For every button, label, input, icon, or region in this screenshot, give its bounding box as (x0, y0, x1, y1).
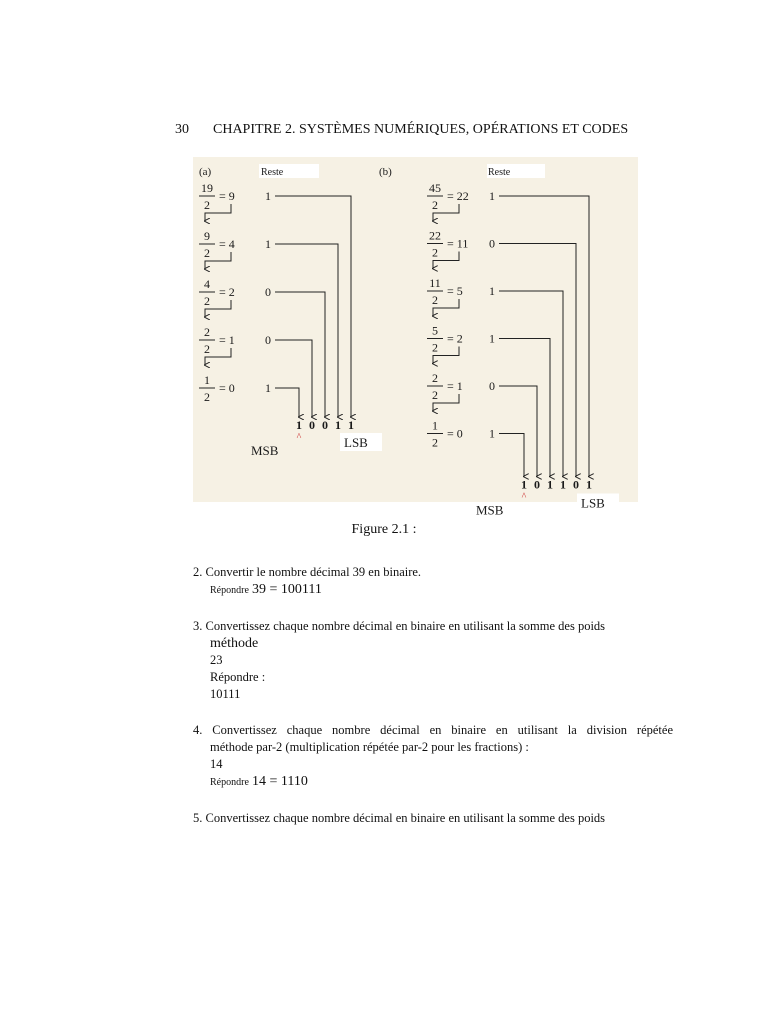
quotient: = 11 (447, 236, 469, 251)
fraction-denominator: 2 (204, 198, 210, 212)
remainder-arrow (275, 388, 299, 417)
question-2-answer: 39 = 100111 (252, 582, 322, 597)
question-3-answer-label: Répondre : (210, 670, 266, 684)
fraction-denominator: 2 (432, 293, 438, 307)
running-head (175, 122, 645, 138)
fraction-numerator: 4 (204, 277, 210, 291)
result-bit: 0 (534, 477, 540, 492)
fraction-numerator: 45 (429, 181, 441, 195)
msb-marker-icon: ^ (296, 432, 302, 443)
result-bit: 1 (335, 418, 341, 432)
result-bit: 1 (296, 418, 302, 432)
remainder: 1 (489, 284, 495, 298)
fraction-numerator: 9 (204, 229, 210, 243)
question-4-answer-label: Répondre (210, 777, 249, 788)
question-3-answer: 10111 (210, 687, 241, 701)
division-diagram (193, 157, 638, 518)
remainder-arrow (275, 244, 338, 417)
fraction-numerator: 11 (429, 276, 441, 290)
fraction-denominator: 2 (204, 390, 210, 404)
quotient: = 4 (219, 237, 235, 251)
quotient: = 1 (447, 379, 463, 393)
remainder: 0 (265, 285, 271, 299)
remainder: 1 (265, 237, 271, 251)
remainder-arrow (499, 434, 524, 477)
fraction-numerator: 1 (204, 373, 210, 387)
figure-caption: Figure 2.1 : (351, 522, 417, 537)
remainder: 1 (265, 189, 271, 203)
msb-label: MSB (476, 502, 504, 518)
question-3-number: 23 (210, 653, 223, 667)
fraction-numerator: 19 (201, 181, 213, 195)
result-bit: 1 (586, 477, 592, 492)
quotient: = 1 (219, 333, 235, 347)
fraction-denominator: 2 (432, 198, 438, 212)
question-3-statement: 3. Convertissez chaque nombre décimal en binaire en utilisant la somme des poids (193, 619, 606, 633)
fraction-denominator: 2 (204, 246, 210, 260)
fraction-numerator: 2 (432, 371, 438, 385)
remainder-arrow (499, 291, 563, 477)
msb-marker-icon: ^ (521, 491, 527, 503)
question-3-method: méthode (210, 636, 259, 651)
panel-a-reste-header: Reste (261, 167, 284, 178)
question-4-statement-line2: méthode par-2 (multiplication répétée par-2 pour les fractions) : (210, 740, 529, 754)
quotient: = 0 (219, 381, 235, 395)
quotient: = 2 (219, 285, 235, 299)
fraction-numerator: 22 (429, 228, 441, 243)
result-bit: 1 (560, 477, 566, 492)
panel-b-label: (b) (379, 166, 392, 178)
fraction-denominator: 2 (204, 294, 210, 308)
remainder-arrow (275, 292, 325, 417)
panel-b-reste-header: Reste (488, 167, 511, 178)
remainder-arrow (275, 196, 351, 417)
remainder-arrow (275, 340, 312, 417)
fraction-denominator: 2 (204, 342, 210, 356)
quotient: = 5 (447, 284, 463, 298)
panel-a-label: (a) (199, 166, 212, 178)
result-bit: 1 (521, 477, 527, 492)
quotient: = 22 (447, 189, 469, 203)
quotient: = 9 (219, 189, 235, 203)
question-2-statement: 2. Convertir le nombre décimal 39 en binaire. (193, 565, 422, 579)
fraction-denominator: 2 (432, 245, 438, 260)
page-number: 30 (175, 122, 189, 137)
question-4-number: 14 (210, 757, 223, 771)
question-4 (193, 722, 673, 791)
remainder: 0 (265, 333, 271, 347)
result-bit: 1 (547, 477, 553, 492)
question-4-answer: 14 = 1110 (252, 774, 308, 789)
panel-b (427, 181, 619, 518)
fraction-denominator: 2 (432, 340, 438, 355)
msb-label: MSB (251, 443, 279, 458)
remainder: 1 (489, 426, 495, 441)
fraction-numerator: 2 (204, 325, 210, 339)
fraction-numerator: 5 (432, 323, 438, 338)
fraction-denominator: 2 (432, 388, 438, 402)
remainder: 0 (489, 236, 495, 251)
result-bit: 0 (309, 418, 315, 432)
remainder-arrow (499, 386, 537, 477)
result-bit: 1 (348, 418, 354, 432)
lsb-label: LSB (344, 435, 368, 450)
conversion-figure (193, 157, 638, 518)
result-bit: 0 (322, 418, 328, 432)
remainder: 1 (265, 381, 271, 395)
question-5 (193, 810, 673, 827)
lsb-label: LSB (581, 495, 605, 511)
question-2-answer-label: Répondre (210, 585, 249, 596)
question-5-statement: 5. Convertissez chaque nombre décimal en binaire en utilisant la somme des poids (193, 811, 606, 825)
question-4-statement-line1: 4. Convertissez chaque nombre décimal en binaire en utilisant la division répétée (193, 723, 673, 737)
fraction-denominator: 2 (432, 435, 438, 450)
question-3 (193, 618, 673, 703)
quotient: = 2 (447, 331, 463, 346)
fraction-numerator: 1 (432, 418, 438, 433)
quotient: = 0 (447, 426, 463, 441)
chapter-title: CHAPITRE 2. SYSTÈMES NUMÉRIQUES, OPÉRATIONS ET CODES (213, 122, 629, 137)
remainder: 1 (489, 189, 495, 203)
result-bit: 0 (573, 477, 579, 492)
panel-a (199, 181, 382, 458)
question-2 (193, 564, 673, 599)
remainder: 1 (489, 331, 495, 346)
remainder: 0 (489, 379, 495, 393)
